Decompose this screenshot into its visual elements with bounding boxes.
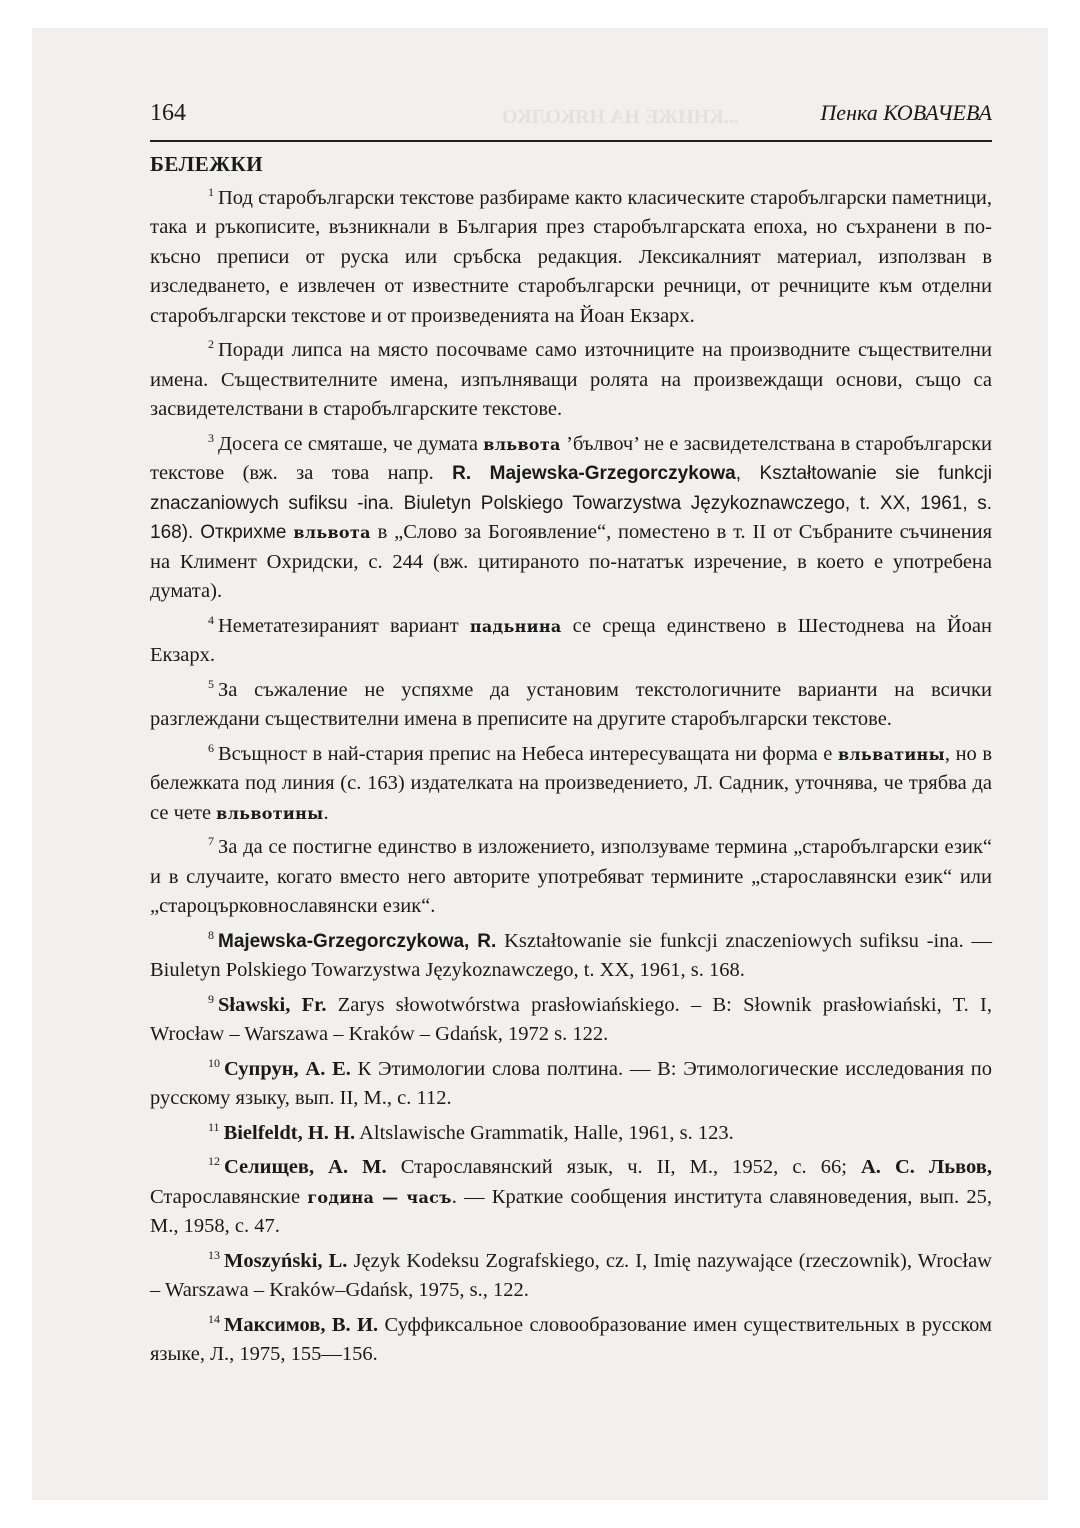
old-church-word: вльвота [293, 523, 371, 542]
footnote-8: $^8$ Majewska-Grzegorczykowa, R. Kształtowanie sie funkcji znaczeniowych sufiksu -ina. — Biuletyn Polskiego Towarzystwa Językoznawczego, t. XX, 1961, s. 168. [150, 927, 993, 981]
notes-section [150, 150, 992, 1375]
footnote-13: $^{13}$ Moszyński, L. Język Kodeksu Zografskiego, cz. I, Imię nazywające (rzeczownik), Wrocław – Warszawa – Kraków–Gdańsk, 1975, s., 122. [150, 1247, 992, 1301]
footnote-number: 6 [208, 740, 214, 755]
footnote-2: $^2$ Поради липса на място посочваме само източниците на производните съществителни имена. Съществителните имена, изпълняващи ролята на произвеждащи основи, също са засвидетелствани в старобългарските текстове. [150, 337, 992, 420]
footnote-4: $^4$ Неметатезираният вариант падьнина се среща единствено в Шестоднева на Йоан Екзарх. [150, 612, 992, 666]
old-church-word: вльвотины [216, 803, 324, 823]
running-head: Пенка КОВАЧЕВА [820, 100, 992, 125]
page-header [150, 100, 992, 142]
author-name: Majewska-Grzegorczykowa, R. [218, 930, 497, 952]
old-church-word: година — часъ [307, 1187, 452, 1207]
footnote-1: $^1$ Под старобългарски текстове разбираме както класическите старобългарски паметници, така и ръкописите, възникнали в България през старобългарската епоха, но съхранени в по-късно преписи от руска или сръбска редакция. Лексикалният материал, използван в изследването, е извлечен от известните старобългарски речници, от речниците към отделни старобългарски текстове и от произведенията на Йоан Екзарх. [150, 184, 992, 327]
page-number: 164 [150, 100, 186, 126]
author-name: Максимов, В. И. [224, 1313, 379, 1336]
footnote-number: 9 [208, 991, 214, 1006]
footnote-12: $^{12}$ Селищев, А. М. Старославянский язык, ч. II, М., 1952, с. 66; А. С. Львов, Старославянские година — часъ. — Краткие сообщения института славяноведения, вып. 25, М., 1958, с. 47. [150, 1154, 992, 1237]
footnote-number: 8 [208, 927, 214, 942]
footnote-number: 4 [208, 612, 214, 627]
book-page [32, 28, 1048, 1500]
footnote-number: 3 [208, 430, 214, 445]
footnote-9: $^9$ Sławski, Fr. Zarys słowotwórstwa prasłowiańskiego. – В: Słownik prasłowiański, T. I, Wrocław – Warszawa – Kraków – Gdańsk, 1972 s. 122. [150, 991, 993, 1045]
author-name: R. Majewska-Grzegorczykowa [452, 463, 736, 484]
author-name: Moszyński, L. [224, 1249, 348, 1272]
footnote-14: $^{14}$ Максимов, В. И. Суффиксальное словообразование имен существительных в русском языке, Л., 1975, 155—156. [150, 1311, 993, 1365]
footnote-5: $^5$ За съжаление не успяхме да установим текстологичните варианти на всички разглеждани съществителни имена в преписите на другите старобългарски текстове. [150, 676, 992, 730]
author-name: Селищев, А. М. [224, 1156, 387, 1178]
footnote-number: 7 [208, 834, 214, 849]
author-name: Sławski, Fr. [218, 993, 327, 1016]
footnote-number: 13 [208, 1247, 220, 1262]
footnote-number: 2 [208, 337, 214, 352]
footnote-number: 10 [208, 1055, 220, 1070]
old-church-word: падьнина [469, 616, 562, 636]
author-name: Супрун, А. Е. [224, 1057, 351, 1080]
footnote-number: 1 [208, 184, 214, 199]
section-title: БЕЛЕЖКИ [150, 152, 264, 176]
author-name: А. С. Львов, [860, 1156, 992, 1178]
old-church-word: вльвота [483, 434, 561, 454]
footnote-7: $^7$ За да се постигне единство в изложението, използуваме термина „старобългарски език“ и в случаите, когато вместо него авторите употребяват термините „старославянски език“ или „староцърковнославянски език“. [150, 834, 992, 917]
old-church-word: вльватины [837, 744, 945, 764]
footnote-3: $^3$ Досега се смяташе, че думата вльвота ’бълвоч’ не е засвидетелствана в старобългарски текстове (вж. за това напр. R. Majewska-Grzegorczykowa, Kształtowanie sie funkcji znaczaniowych sufiksu -ina. Biuletyn Polskiego Towarzystwa Językoznawczego, t. XX, 1961, s. 168). Открихме вльвота в „Слово за Богоявление“, поместено в т. II от Събраните съчинения на Климент Охридски, с. 244 (вж. цитираното по-нататък изречение, в което е употребена думата). [150, 430, 993, 602]
author-name: Bielfeldt, H. H. [223, 1121, 356, 1144]
footnote-11: $^{11}$ Bielfeldt, H. H. Altslawische Grammatik, Halle, 1961, s. 123. [208, 1119, 734, 1144]
footnote-10: $^{10}$ Супрун, А. Е. К Этимологии слова полтина. — В: Этимологические исследования по русскому языку, вып. II, М., с. 112. [150, 1055, 992, 1109]
footnote-number: 12 [208, 1154, 220, 1169]
footnote-number: 14 [208, 1311, 220, 1326]
footnote-number: 11 [208, 1119, 220, 1134]
footnote-6: $^6$ Всъщност в най-стария препис на Небеса интересуващата ни форма е вльватины, но в бележката под линия (с. 163) издателката на произведението, Л. Садник, уточнява, че трябва да се чете вльвотины. [150, 740, 993, 824]
footnote-number: 5 [208, 676, 214, 691]
bleed-through-text: ...КНИЖЕ НА НЯКОЛКО [502, 106, 739, 128]
